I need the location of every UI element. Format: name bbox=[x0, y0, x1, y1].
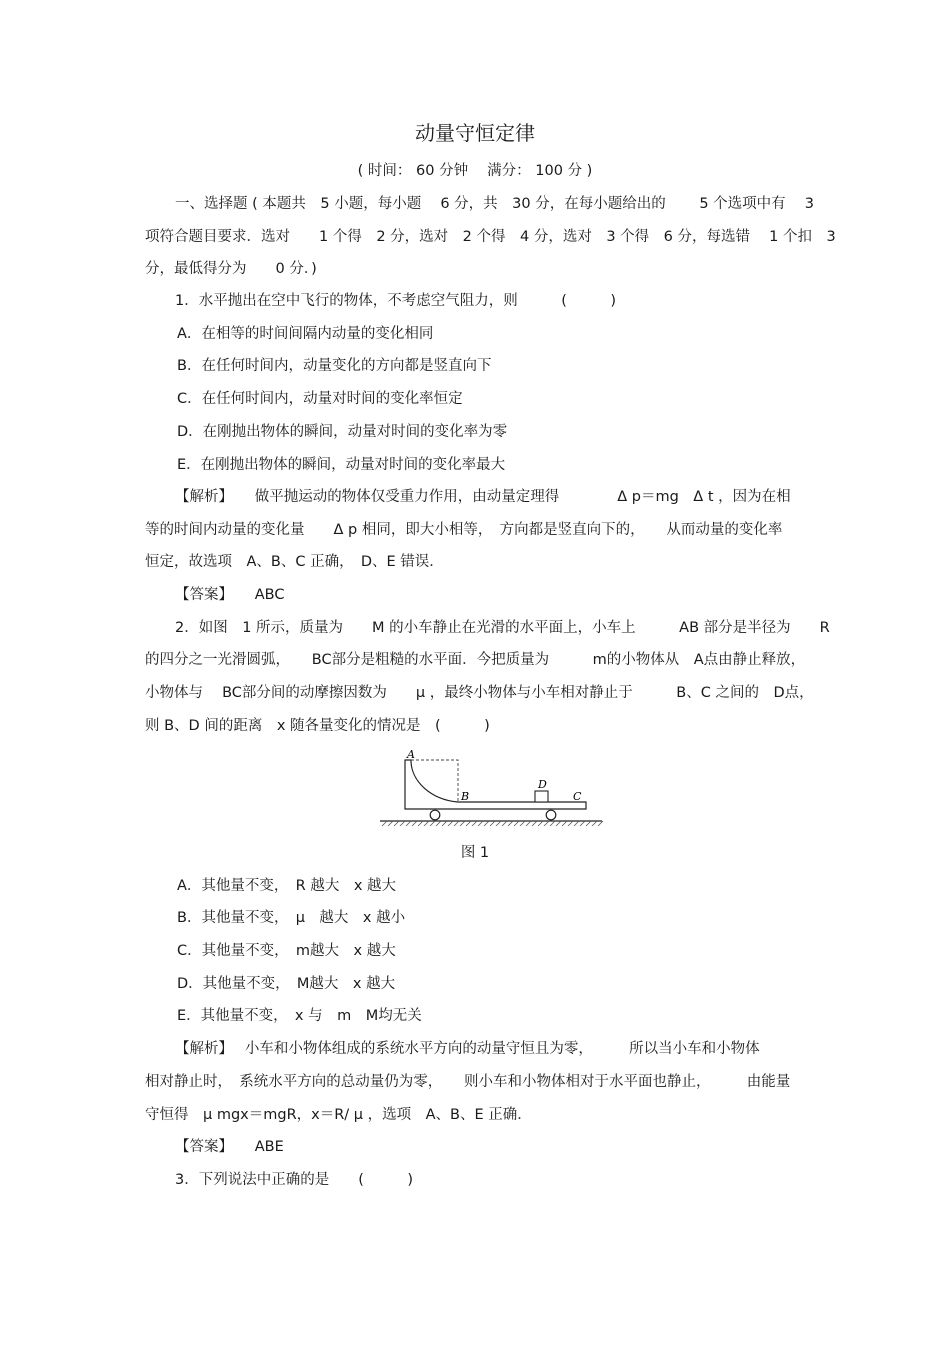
question-2-option-c: C．其他量不变， m越大 x 越大 bbox=[177, 943, 396, 959]
question-1-stem: 1．水平抛出在空中飞行的物体，不考虑空气阻力，则 ( ) bbox=[175, 293, 617, 309]
question-2-stem-line-1: 2．如图 1 所示，质量为 M 的小车静止在光滑的水平面上，小车上 AB 部分是半径为 R bbox=[175, 620, 830, 636]
question-2-analysis-line-2: 相对静止时， 系统水平方向的总动量仍为零， 则小车和小物体相对于水平面也静止， 由能量 bbox=[145, 1074, 791, 1090]
question-1-option-c: C．在任何时间内，动量对时间的变化率恒定 bbox=[177, 391, 463, 407]
right-wheel bbox=[546, 810, 556, 820]
question-2-option-a: A．其他量不变， R 越大 x 越大 bbox=[177, 878, 397, 894]
page-title: 动量守恒定律 bbox=[415, 121, 535, 145]
question-2-option-b: B．其他量不变， μ 越大 x 越小 bbox=[177, 910, 406, 926]
question-2-answer: 【答案】 ABE bbox=[175, 1139, 284, 1155]
question-2-stem-line-3: 小物体与 BC部分间的动摩擦因数为 μ ，最终小物体与小车相对静止于 B、C 之间的 D点， bbox=[145, 685, 814, 701]
question-2-stem-line-2: 的四分之一光滑圆弧， BC部分是粗糙的水平面．今把质量为 m的小物体从 A点由静止释放， bbox=[145, 652, 806, 668]
question-1-analysis-line-3: 恒定，故选项 A、B、C 正确， D、E 错误． bbox=[145, 554, 444, 570]
ground-hatching bbox=[382, 821, 603, 826]
question-1-option-d: D．在刚抛出物体的瞬间，动量对时间的变化率为零 bbox=[177, 424, 508, 440]
question-1-analysis-line-1: 【解析】 做平抛运动的物体仅受重力作用，由动量定理得 Δ p＝mg Δ t ，因为在相 bbox=[175, 489, 791, 505]
question-1-option-a: A．在相等的时间间隔内动量的变化相同 bbox=[177, 326, 434, 342]
question-2-option-d: D．其他量不变， M越大 x 越大 bbox=[177, 976, 396, 992]
question-1-answer: 【答案】 ABC bbox=[175, 587, 285, 603]
section-instructions-line-1: 一、选择题 ( 本题共 5 小题，每小题 6 分，共 30 分，在每小题给出的 5 个选项中有 3 bbox=[175, 196, 814, 212]
question-2-option-e: E．其他量不变， x 与 m M均无关 bbox=[177, 1008, 422, 1024]
figure-caption: 图 1 bbox=[460, 845, 490, 861]
cart-body bbox=[405, 760, 586, 809]
label-c: C bbox=[573, 790, 582, 803]
block-d bbox=[535, 791, 548, 802]
section-instructions-line-2: 项符合题目要求．选对 1 个得 2 分，选对 2 个得 4 分，选对 3 个得 6 分，每选错 1 个扣 3 bbox=[145, 229, 836, 245]
question-2-stem-line-4: 则 B、D 间的距离 x 随各量变化的情况是 ( ) bbox=[145, 718, 490, 734]
left-wheel bbox=[430, 810, 440, 820]
label-b: B bbox=[461, 790, 470, 803]
figure-1-cart-diagram bbox=[378, 748, 606, 828]
question-3-stem: 3．下列说法中正确的是 ( ) bbox=[175, 1172, 414, 1188]
section-instructions-line-3: 分，最低得分为 0 分．) bbox=[145, 261, 317, 277]
question-2-analysis-line-3: 守恒得 μ mgx＝mgR，x＝R/ μ ，选项 A、B、E 正确． bbox=[145, 1107, 532, 1123]
question-1-analysis-line-2: 等的时间内动量的变化量 Δ p 相同，即大小相等， 方向都是竖直向下的， 从而动量的变化率 bbox=[145, 522, 783, 538]
label-d: D bbox=[538, 778, 547, 791]
question-1-option-e: E．在刚抛出物体的瞬间，动量对时间的变化率最大 bbox=[177, 457, 506, 473]
question-1-option-b: B．在任何时间内，动量变化的方向都是竖直向下 bbox=[177, 358, 492, 374]
question-2-analysis-line-1: 【解析】 小车和小物体组成的系统水平方向的动量守恒且为零， 所以当小车和小物体 bbox=[175, 1041, 760, 1057]
exam-info: ( 时间： 60 分钟 满分： 100 分 ) bbox=[357, 163, 593, 179]
label-a: A bbox=[407, 748, 415, 761]
